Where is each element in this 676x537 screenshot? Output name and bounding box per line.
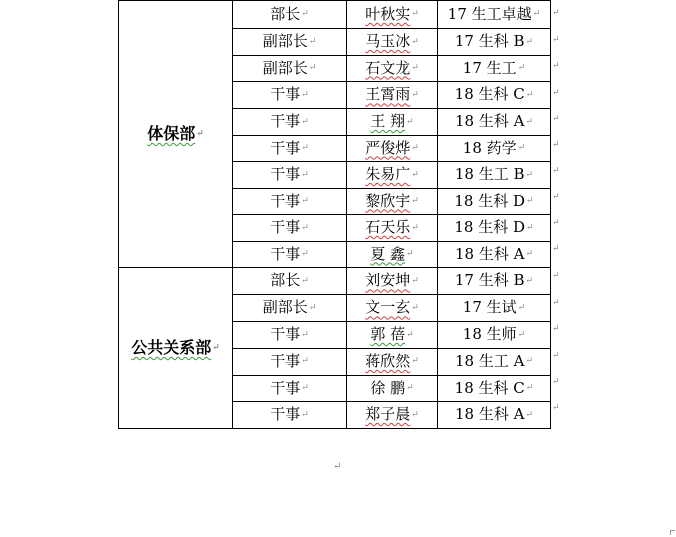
role-cell [233, 109, 347, 136]
role-cell [233, 402, 347, 429]
class-cell [438, 82, 551, 109]
role-text: 干事 [270, 218, 301, 236]
name-text: 王 翔 [370, 112, 406, 130]
name-text: 王霄雨 [365, 85, 411, 104]
cell-end-mark: ↵ [301, 409, 309, 420]
cell-end-mark: ↵ [517, 143, 526, 153]
name-cell [347, 402, 438, 429]
cell-end-mark: ↵ [411, 36, 419, 47]
name-text: 夏 鑫 [370, 244, 406, 263]
department-cell [119, 268, 233, 429]
cell-end-mark: ↵ [411, 222, 419, 233]
cell-end-mark: ↵ [301, 116, 309, 127]
row-end-mark: ↵ [552, 166, 560, 176]
name-text: 郑子晨 [365, 405, 411, 423]
cell-end-mark: ↵ [308, 36, 317, 47]
class-cell [438, 188, 551, 215]
class-text: 18 生科 C [454, 378, 525, 397]
cell-end-mark: ↵ [301, 89, 309, 100]
row-end-mark: ↵ [552, 8, 560, 18]
name-text: 黎欣宇 [365, 191, 411, 210]
name-cell [347, 162, 438, 189]
name-cell [347, 109, 438, 136]
paragraph-mark: ↵ [333, 461, 342, 472]
row-end-mark: ↵ [552, 324, 560, 334]
cell-end-mark: ↵ [301, 143, 309, 153]
cell-end-mark: ↵ [525, 356, 533, 367]
cell-end-mark: ↵ [301, 9, 309, 20]
member-table [118, 0, 551, 429]
row-end-mark: ↵ [552, 140, 560, 150]
cell-end-mark: ↵ [301, 249, 309, 259]
class-cell [438, 29, 551, 56]
name-text: 郭 蓓 [370, 325, 406, 343]
class-cell [438, 55, 551, 82]
cell-end-mark: ↵ [301, 222, 309, 233]
name-cell [347, 268, 438, 295]
class-text: 17 生工 [462, 58, 517, 77]
row-end-mark: ↵ [552, 114, 560, 124]
class-text: 18 生科 D [454, 191, 526, 210]
role-cell [233, 29, 347, 56]
class-cell [438, 375, 551, 402]
name-text: 文一玄 [365, 298, 411, 317]
cell-end-mark: ↵ [411, 356, 419, 367]
class-text: 17 生科 B [454, 271, 525, 290]
class-text: 18 生工 B [454, 165, 525, 183]
table-row [119, 1, 551, 29]
cell-end-mark: ↵ [196, 129, 204, 139]
class-cell [438, 215, 551, 242]
cell-end-mark: ↵ [525, 36, 534, 47]
role-text: 干事 [270, 191, 301, 210]
role-text: 副部长 [262, 298, 308, 317]
role-cell [233, 322, 347, 349]
class-cell [438, 1, 551, 29]
cell-end-mark: ↵ [406, 249, 414, 259]
class-text: 18 生师 [462, 325, 517, 343]
class-text: 18 药学 [462, 138, 517, 157]
cell-end-mark: ↵ [525, 275, 534, 286]
cell-end-mark: ↵ [517, 63, 526, 73]
name-cell [347, 241, 438, 268]
name-text: 马玉冰 [365, 32, 411, 50]
row-end-mark: ↵ [552, 270, 560, 281]
name-text: 朱易广 [365, 165, 411, 183]
cell-end-mark: ↵ [411, 143, 419, 153]
row-end-mark: ↵ [552, 87, 560, 98]
name-text: 徐 鹏 [370, 378, 406, 397]
class-cell [438, 348, 551, 375]
class-text: 18 生科 A [454, 112, 525, 130]
row-end-mark: ↵ [552, 35, 560, 45]
class-text: 18 生工 A [454, 351, 525, 370]
cell-end-mark: ↵ [411, 9, 419, 20]
row-end-mark: ↵ [552, 350, 560, 361]
cell-end-mark: ↵ [212, 342, 220, 353]
role-text: 干事 [270, 138, 301, 157]
cell-end-mark: ↵ [301, 329, 309, 340]
member-table-body [119, 1, 551, 429]
cell-end-mark: ↵ [411, 302, 419, 313]
table-row [119, 268, 551, 295]
cell-end-mark: ↵ [308, 63, 317, 73]
class-cell [438, 322, 551, 349]
cell-end-mark: ↵ [525, 169, 534, 180]
role-cell [233, 375, 347, 402]
role-text: 副部长 [262, 32, 308, 50]
name-text: 石天乐 [365, 218, 411, 236]
class-text: 17 生科 B [454, 32, 525, 50]
class-text: 18 生科 D [454, 218, 526, 236]
cell-end-mark: ↵ [517, 329, 526, 340]
row-end-mark: ↵ [552, 403, 560, 413]
row-end-mark: ↵ [552, 218, 560, 228]
role-text: 干事 [270, 244, 301, 263]
class-cell [438, 402, 551, 429]
role-cell [233, 55, 347, 82]
cell-end-mark: ↵ [411, 196, 419, 206]
role-cell [233, 82, 347, 109]
cell-end-mark: ↵ [526, 222, 534, 233]
cell-end-mark: ↵ [301, 383, 309, 393]
name-text: 石文龙 [365, 58, 411, 77]
row-end-mark: ↵ [552, 61, 560, 71]
role-text: 干事 [270, 165, 301, 183]
class-text: 17 生试 [462, 298, 517, 317]
role-text: 部长 [270, 271, 301, 290]
cell-end-mark: ↵ [406, 383, 414, 393]
class-text: 18 生科 C [454, 85, 525, 104]
cell-end-mark: ↵ [301, 275, 309, 286]
role-cell [233, 295, 347, 322]
cell-end-mark: ↵ [517, 302, 526, 313]
row-end-mark: ↵ [552, 377, 560, 387]
role-cell [233, 268, 347, 295]
row-end-mark: ↵ [552, 192, 560, 202]
class-text: 17 生工卓越 [447, 4, 532, 23]
name-cell [347, 188, 438, 215]
name-text: 叶秋实 [365, 4, 411, 23]
name-cell [347, 375, 438, 402]
class-cell [438, 295, 551, 322]
cell-end-mark: ↵ [525, 249, 533, 259]
department-name: 体保部 [147, 124, 196, 143]
department-name: 公共关系部 [131, 337, 212, 357]
role-text: 干事 [270, 378, 301, 397]
name-text: 刘安坤 [365, 271, 411, 290]
class-text: 18 生科 A [454, 405, 525, 423]
name-cell [347, 82, 438, 109]
role-cell [233, 215, 347, 242]
cell-end-mark: ↵ [525, 409, 533, 420]
name-cell [347, 29, 438, 56]
class-cell [438, 109, 551, 136]
role-cell [233, 188, 347, 215]
name-cell [347, 322, 438, 349]
role-cell [233, 1, 347, 29]
cell-end-mark: ↵ [526, 196, 534, 206]
cell-end-mark: ↵ [301, 169, 309, 180]
cell-end-mark: ↵ [411, 409, 419, 420]
cell-end-mark: ↵ [406, 329, 414, 340]
cell-end-mark: ↵ [411, 63, 419, 73]
cell-end-mark: ↵ [411, 89, 419, 100]
role-text: 部长 [270, 4, 301, 23]
name-cell [347, 348, 438, 375]
cell-end-mark: ↵ [532, 9, 541, 20]
name-cell [347, 1, 438, 29]
class-cell [438, 135, 551, 162]
cell-end-mark: ↵ [525, 89, 534, 100]
role-text: 副部长 [262, 58, 308, 77]
role-cell [233, 162, 347, 189]
name-text: 严俊烨 [365, 138, 411, 157]
page-corner-mark [670, 530, 675, 535]
name-cell [347, 135, 438, 162]
role-text: 干事 [270, 112, 301, 130]
cell-end-mark: ↵ [406, 116, 414, 127]
row-end-mark: ↵ [552, 244, 560, 254]
role-cell [233, 241, 347, 268]
cell-end-mark: ↵ [301, 196, 309, 206]
class-text: 18 生科 A [454, 244, 525, 263]
cell-end-mark: ↵ [411, 169, 419, 180]
cell-end-mark: ↵ [301, 356, 309, 367]
name-text: 蒋欣然 [365, 351, 411, 370]
cell-end-mark: ↵ [308, 302, 317, 313]
cell-end-mark: ↵ [411, 275, 419, 286]
role-cell [233, 348, 347, 375]
row-end-mark: ↵ [552, 297, 560, 308]
class-cell [438, 268, 551, 295]
name-cell [347, 55, 438, 82]
role-text: 干事 [270, 325, 301, 343]
role-text: 干事 [270, 405, 301, 423]
role-text: 干事 [270, 351, 301, 370]
name-cell [347, 295, 438, 322]
role-text: 干事 [270, 85, 301, 104]
department-cell [119, 1, 233, 268]
cell-end-mark: ↵ [525, 383, 534, 393]
class-cell [438, 241, 551, 268]
cell-end-mark: ↵ [525, 116, 533, 127]
role-cell [233, 135, 347, 162]
name-cell [347, 215, 438, 242]
class-cell [438, 162, 551, 189]
